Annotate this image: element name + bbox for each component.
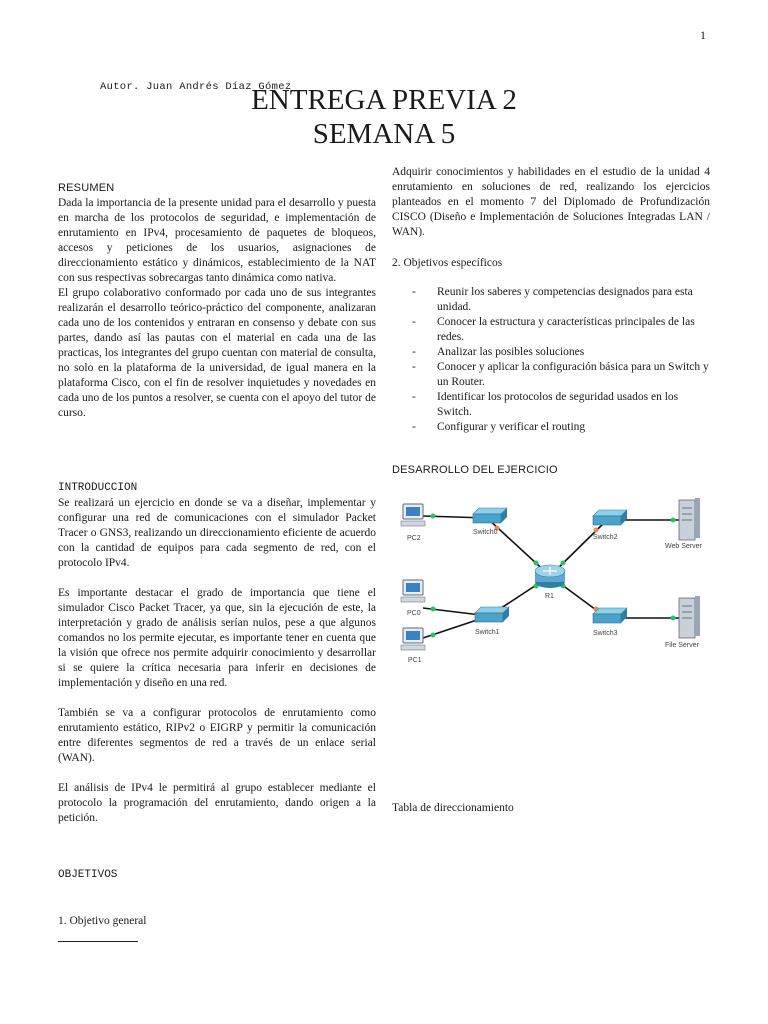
switch0-icon <box>473 508 507 523</box>
intro-paragraph-4: El análisis de IPv4 le permitirá al grupo establecer mediante el protocolo la programación del enrutamiento, dando origen a la petición. <box>58 782 376 824</box>
intro-paragraph-3: También se va a configurar protocolos de enrutamiento como enrutamiento estático, RIPv2 o EIGRP y permitir la comunicación entre diferentes segmentos de red a través de un enlace serial (WAN). <box>58 707 376 764</box>
list-item: - Reunir los saberes y competencias designados para esta unidad. <box>392 285 710 315</box>
label-pc2: PC2 <box>407 535 421 542</box>
resumen-paragraph-1: Dada la importancia de la presente unidad para el desarrollo y puesta en marcha de los protocolos de seguridad, e implementación de enrutamiento en IPv4, procesamiento de paquetes de bloqueos, accesos y peticiones de los usuarios, asignaciones de direccionamiento estático y dinámicos, establecimiento de la NAT con sus respectivas sobrecargas tanto dinámica como nativa. <box>58 197 376 284</box>
router-r1-icon <box>535 565 565 588</box>
objetivo-general-text: Adquirir conocimientos y habilidades en el estudio de la unidad 4 enrutamiento en soluciones de red, realizando los ejercicios planteados en el momento 7 del Diplomado de Profundización CISCO (Diseño e Implementación de Soluciones Integradas LAN / WAN). <box>392 166 710 238</box>
right-column <box>392 165 710 240</box>
intro-heading: INTRODUCCION <box>58 482 138 494</box>
author-line: Autor. Juan Andrés Díaz Gómez <box>100 81 292 93</box>
title-line-2: SEMANA 5 <box>312 118 456 150</box>
list-item: - Analizar las posibles soluciones <box>392 345 710 360</box>
switch3-icon <box>593 608 627 623</box>
tabla-caption: Tabla de direccionamiento <box>392 802 514 814</box>
objetivos-heading: OBJETIVOS <box>58 869 118 881</box>
resumen-paragraph-2: El grupo colaborativo conformado por cada uno de sus integrantes realizarán el desarrollo teórico-práctico del componente, analizaran cada uno de los contenidos y entraran en consenso y debate con sus partes, dando así las pautas con el material en cada una de las practicas, los integrantes del grupo cuentan con material de consulta, no solo en la plataforma de la universidad, de igual manera en la plataforma Cisco, con el fin de resolver inquietudes y novedades en cada uno de los puntos a resolver, se cuenta con el apoyo del tutor de curso. <box>58 287 376 419</box>
network-topology-diagram <box>393 488 719 676</box>
label-r1: R1 <box>545 593 554 600</box>
pc0-icon <box>401 580 425 602</box>
label-file-server: File Server <box>665 642 699 649</box>
label-switch2: Switch2 <box>593 534 618 541</box>
status-dot <box>671 616 676 621</box>
status-dot <box>431 633 436 638</box>
web-server-icon <box>679 498 700 540</box>
list-item: - Identificar los protocolos de seguridad usados en los Switch. <box>392 390 710 420</box>
intro-paragraph-1: Se realizará un ejercicio en donde se va a diseñar, implementar y configurar una red de comunicaciones con el simulador Packet Tracer o GNS3, realizando un direccionamiento eficiente de acuerdo con la cantidad de equipos para cada segmento de red, con el protocolo IPv4. <box>58 497 376 569</box>
label-pc1: PC1 <box>408 657 422 664</box>
file-server-icon <box>679 596 700 638</box>
pc2-icon <box>401 504 425 526</box>
status-dot <box>594 528 599 533</box>
label-switch0: Switch0 <box>473 529 498 536</box>
status-dot <box>431 514 436 519</box>
status-dot <box>671 518 676 523</box>
objetivos-especificos-list-wrap <box>392 285 710 435</box>
label-pc0: PC0 <box>407 610 421 617</box>
status-dot <box>561 561 566 566</box>
status-dot <box>534 561 539 566</box>
switch1-icon <box>475 607 509 622</box>
list-item: - Conocer y aplicar la configuración básica para un Switch y un Router. <box>392 360 710 390</box>
objetivos-especificos-heading: 2. Objetivos específicos <box>392 257 503 269</box>
desarrollo-heading: DESARROLLO DEL EJERCICIO <box>392 464 558 476</box>
pc1-icon <box>401 628 425 650</box>
label-switch3: Switch3 <box>593 630 618 637</box>
list-item: - Conocer la estructura y características principales de las redes. <box>392 315 710 345</box>
status-dot <box>431 607 436 612</box>
label-web-server: Web Server <box>665 543 702 550</box>
title-line-1: ENTREGA PREVIA 2 <box>251 84 517 116</box>
label-switch1: Switch1 <box>475 629 500 636</box>
objetivo-general-heading: 1. Objetivo general <box>58 915 147 927</box>
resumen-heading: RESUMEN <box>58 182 115 194</box>
left-column <box>58 181 376 421</box>
list-item: - Configurar y verificar el routing <box>392 420 710 435</box>
switch2-icon <box>593 510 627 525</box>
footnote-rule <box>58 941 138 942</box>
page-number: 1 <box>700 28 706 42</box>
intro-paragraph-2: Es importante destacar el grado de importancia que tiene el simulador Cisco Packet Tracer, ya que, sin la ejecución de este, la interpretación y grado de análisis serían nulos, pese a que algunos comandos no los permite ejecutar, es importante tener en cuenta que la visión que ofrece nos permite adquirir conocimiento y desarrollar si se quiere la crítica necesaria para inferir en decisiones de implementación y diseño en una red. <box>58 587 376 689</box>
introduction-section <box>58 481 376 826</box>
objetivos-especificos-list <box>392 285 710 435</box>
